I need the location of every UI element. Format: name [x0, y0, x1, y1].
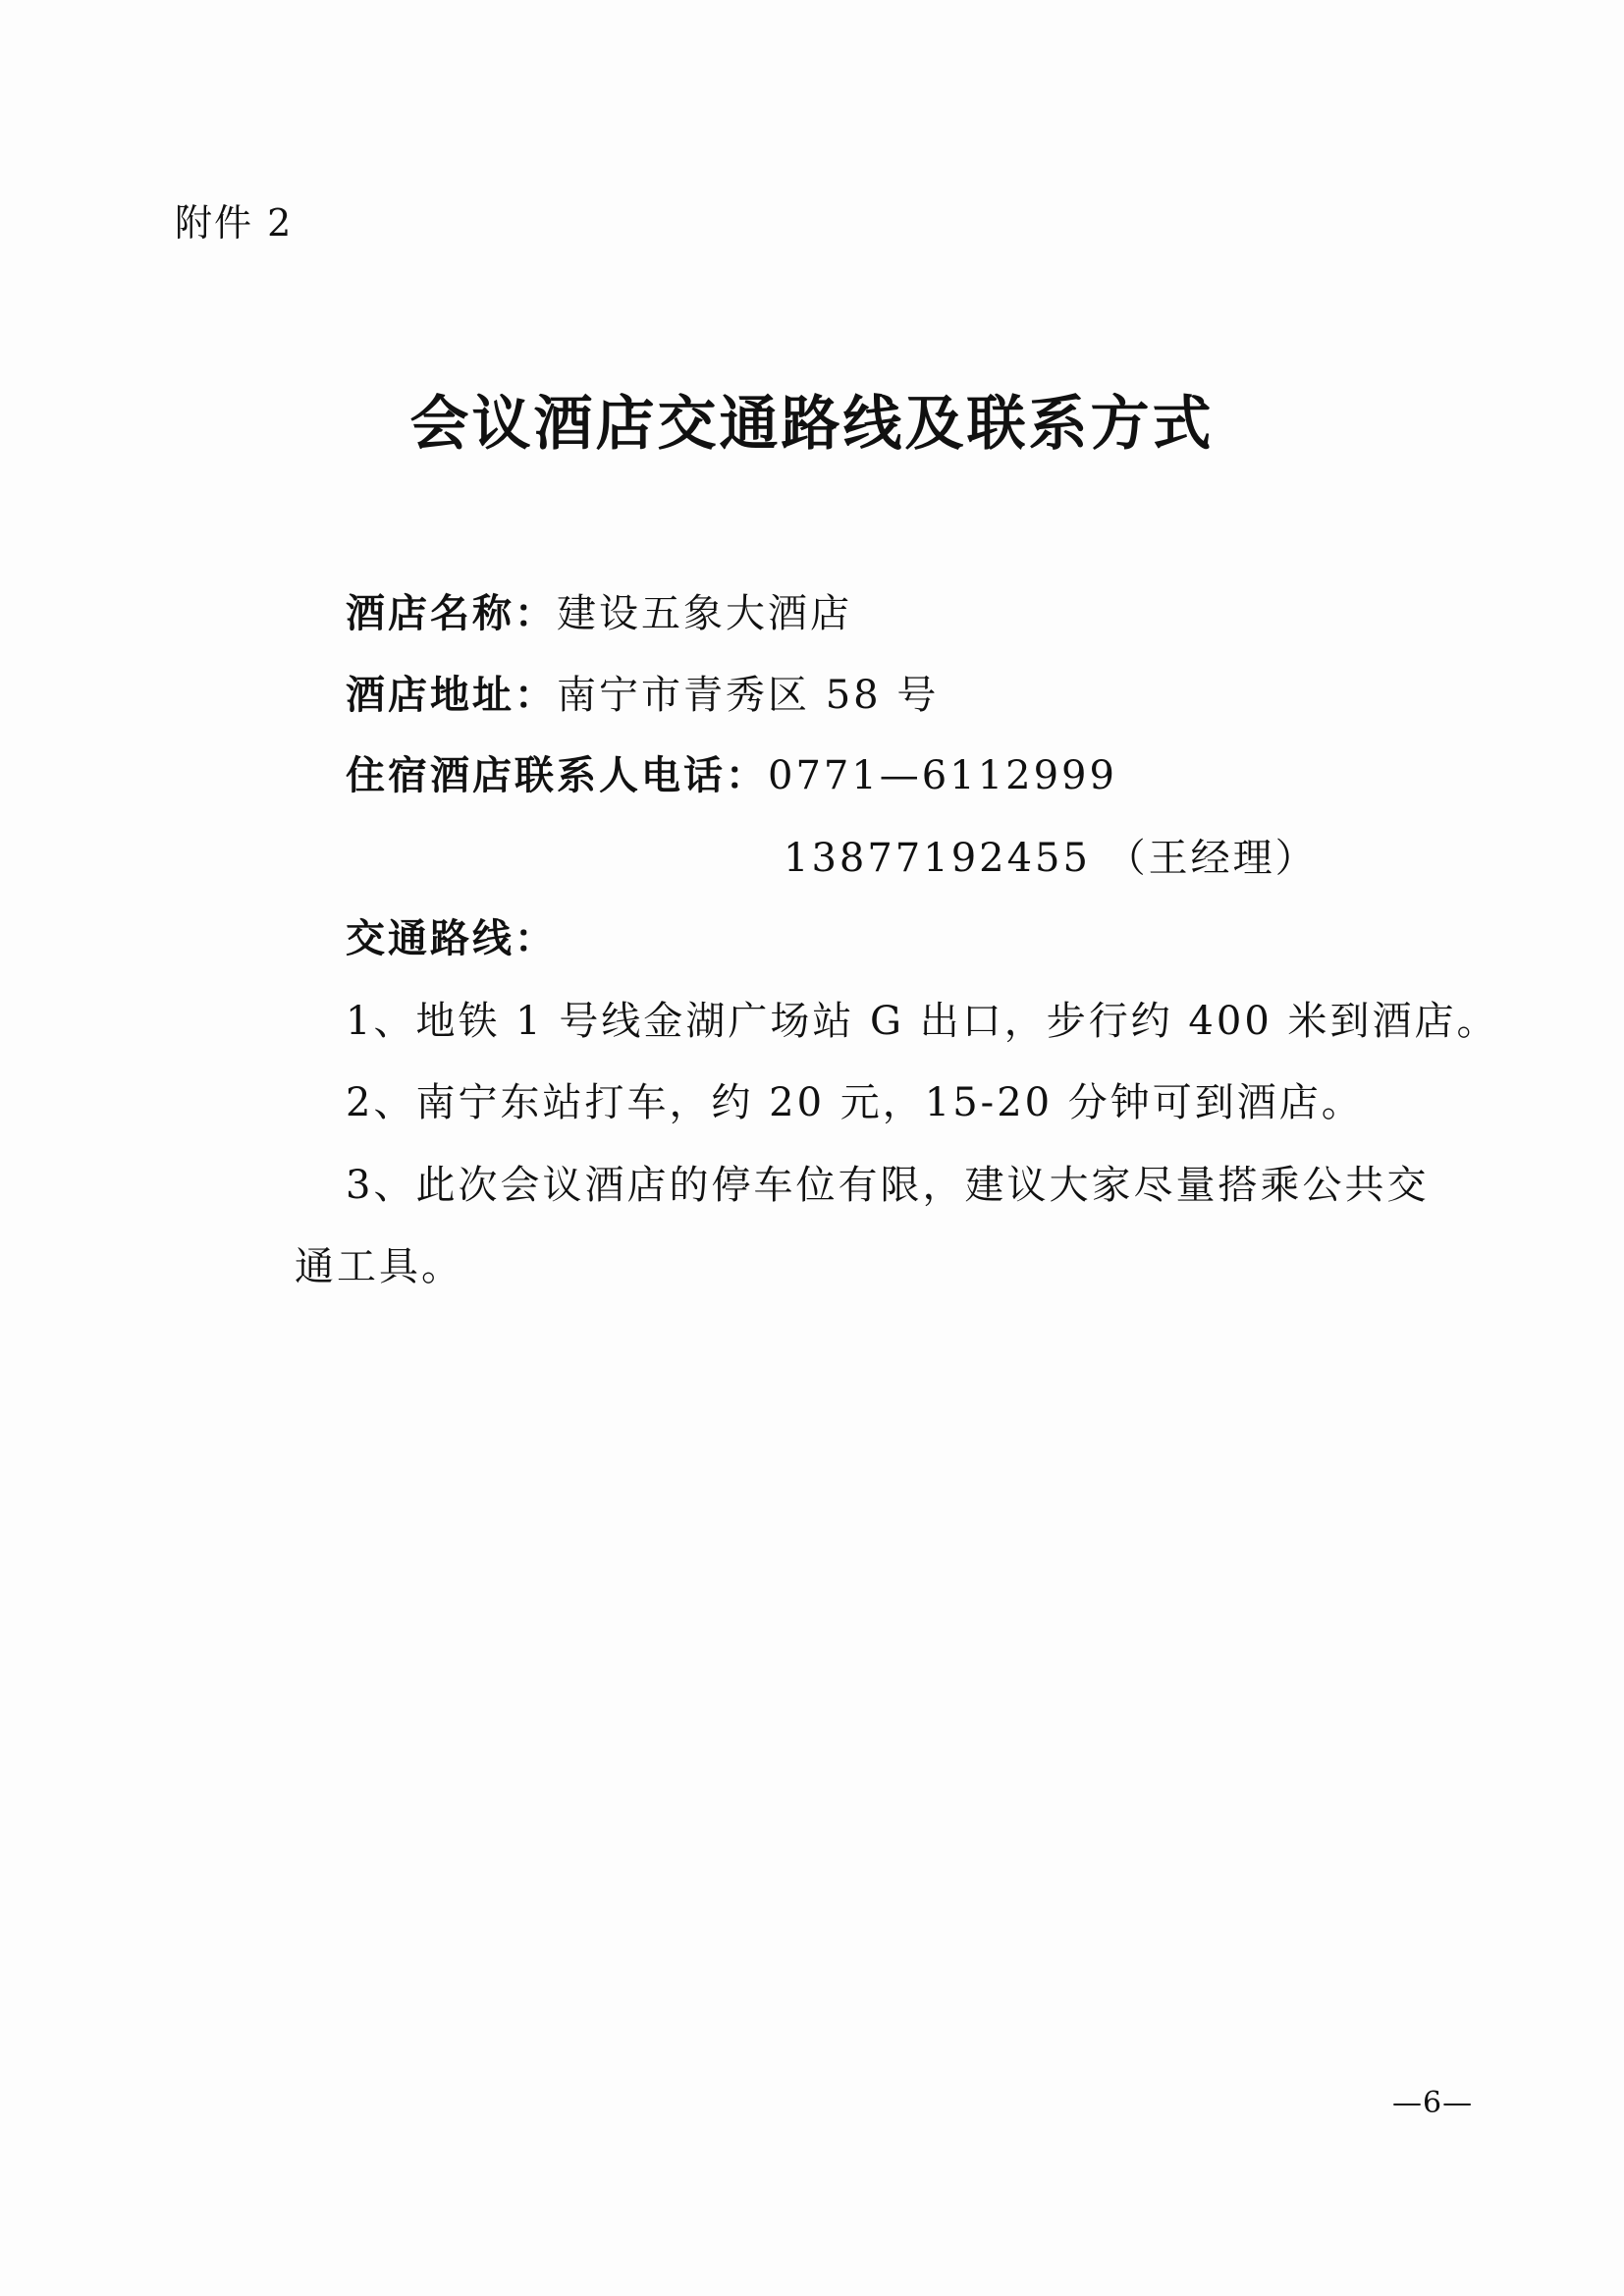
hotel-address-label: 酒店地址：: [346, 672, 557, 718]
contact-phone-value: 0771—6112999: [768, 753, 1117, 798]
page-number: —6—: [1392, 2086, 1474, 2120]
hotel-address-value: 南宁市青秀区 58 号: [557, 673, 940, 718]
hotel-address-line: [346, 664, 939, 720]
routes-heading: 交通路线：: [346, 915, 557, 961]
route-item-3-continued: 通工具。: [295, 1244, 463, 1289]
contact-mobile-line: 13877192455 （王经理）: [784, 836, 1318, 881]
document-title: 会议酒店交通路线及联系方式: [409, 390, 1215, 459]
contact-phone-line: [346, 744, 1117, 800]
route-item-1: 1、地铁 1 号线金湖广场站 G 出口，步行约 400 米到酒店。: [346, 999, 1499, 1044]
contact-phone-label: 住宿酒店联系人电话：: [346, 752, 768, 798]
hotel-name-value: 建设五象大酒店: [557, 591, 852, 636]
route-item-2: 2、南宁东站打车，约 20 元，15-20 分钟可到酒店。: [346, 1080, 1364, 1125]
attachment-label: 附件 2: [175, 201, 294, 245]
route-item-3: 3、此次会议酒店的停车位有限，建议大家尽量搭乘公共交: [346, 1163, 1430, 1208]
hotel-name-label: 酒店名称：: [346, 590, 557, 636]
hotel-name-line: [346, 582, 852, 638]
